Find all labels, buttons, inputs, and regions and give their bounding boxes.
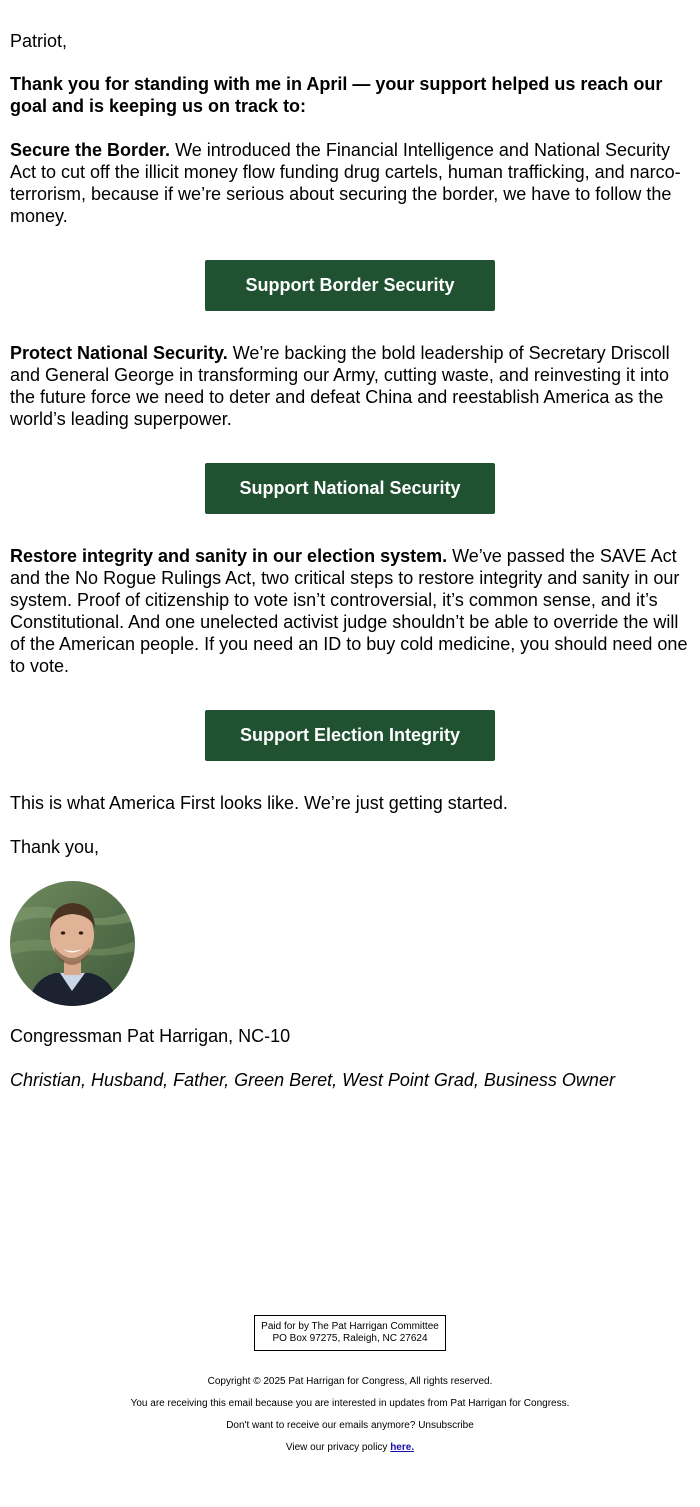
support-border-security-button[interactable]: Support Border Security: [205, 260, 495, 311]
section-election-integrity-lead: Restore integrity and sanity in our election system.: [10, 546, 448, 566]
avatar: [10, 881, 135, 1006]
closing-line: This is what America First looks like. We’re just getting started.: [10, 793, 508, 813]
greeting: Patriot,: [10, 31, 68, 51]
support-national-security-button[interactable]: Support National Security: [205, 463, 495, 514]
section-election-integrity: [10, 545, 692, 677]
portrait-photo-icon: [10, 881, 135, 1006]
footer-unsubscribe-link[interactable]: Don't want to receive our emails anymore? Unsubscribe: [226, 1420, 474, 1431]
thank-you-line: Thank you,: [10, 837, 100, 857]
paid-for-line-1: Paid for by The Pat Harrigan Committee: [261, 1321, 439, 1332]
support-election-integrity-button[interactable]: Support Election Integrity: [205, 710, 495, 761]
footer-privacy-prefix: View our privacy policy: [285, 1442, 391, 1453]
footer-copyright: Copyright © 2025 Pat Harrigan for Congress, All rights reserved.: [207, 1376, 493, 1387]
intro-paragraph: Thank you for standing with me in April — your support helped us reach our goal and is keeping us on track to:: [10, 74, 663, 116]
section-election-integrity-body: We’ve passed the SAVE Act and the No Rogue Rulings Act, two critical steps to restore integrity and sanity in our system. Proof of citizenship to vote isn’t controversial, it’s common sense, and it’s Constitutional. And one unelected activist judge shouldn’t be able to override the will of the American people. If you need an ID to buy cold medicine, you should need one to vote.: [10, 546, 688, 676]
section-national-security: [10, 342, 692, 430]
section-border: [10, 139, 692, 227]
signature-name: Congressman Pat Harrigan, NC-10: [10, 1026, 291, 1046]
section-national-security-body: We’re backing the bold leadership of Secretary Driscoll and General George in transforming our Army, cutting waste, and reinvesting it into the future force we need to deter and defeat China and reestablish America as the world’s leading superpower.: [10, 343, 670, 429]
paid-for-line-2: PO Box 97275, Raleigh, NC 27624: [272, 1333, 428, 1344]
signature-tagline: Christian, Husband, Father, Green Beret, West Point Grad, Business Owner: [10, 1070, 615, 1090]
section-border-body: We introduced the Financial Intelligence and National Security Act to cut off the illicit money flow funding drug cartels, human trafficking, and narco-terrorism, because if we’re serious about securing the border, we have to follow the money.: [10, 140, 681, 226]
section-national-security-lead: Protect National Security.: [10, 343, 228, 363]
paid-for-disclaimer: [254, 1315, 446, 1351]
footer-receiving-notice: You are receiving this email because you are interested in updates from Pat Harrigan for Congress.: [130, 1398, 570, 1409]
privacy-policy-link[interactable]: here.: [390, 1442, 415, 1453]
section-border-lead: Secure the Border.: [10, 140, 171, 160]
footer-privacy: [0, 1442, 700, 1454]
